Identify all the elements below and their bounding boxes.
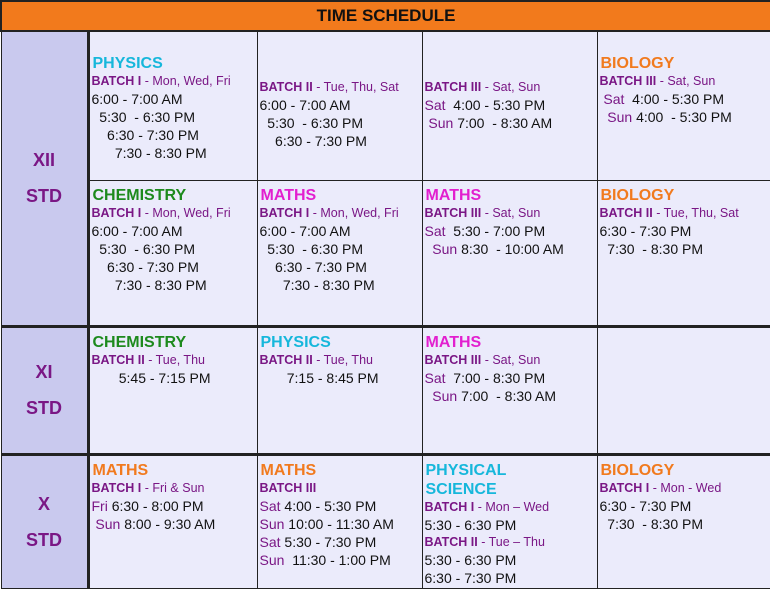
time-day: Sun [260, 516, 285, 532]
std-line: STD [2, 390, 87, 426]
time-day: Sat [600, 91, 625, 107]
schedule-cell [422, 180, 597, 326]
time-day: Sun [425, 115, 454, 131]
batch-name: BATCH I [260, 206, 310, 220]
subject-name: PHYSICS [92, 54, 255, 73]
batch-label [600, 480, 769, 497]
row-xi [1, 326, 770, 454]
time-range: 6:30 - 7:30 PM [260, 259, 367, 275]
time-slot [92, 90, 255, 108]
batch-name: BATCH II [260, 80, 313, 94]
time-range: 6:30 - 7:30 PM [600, 223, 692, 239]
subject-name: BIOLOGY [600, 186, 769, 205]
time-range: 7:00 - 8:30 AM [457, 388, 556, 404]
time-range: 6:30 - 7:30 PM [600, 498, 692, 514]
std-line: XI [2, 354, 87, 390]
time-slot [92, 126, 255, 144]
batch-name: BATCH III [425, 353, 482, 367]
batch-days: - Tue, Thu, Sat [313, 80, 399, 94]
row-xii-b [1, 180, 770, 326]
time-range: 7:30 - 8:30 PM [600, 241, 704, 257]
time-range: 10:00 - 11:30 AM [284, 516, 393, 532]
batch-label [92, 480, 255, 497]
batch-days: - Mon, Wed, Fri [141, 206, 230, 220]
time-range: 4:00 - 5:30 PM [281, 498, 377, 514]
batch-label [425, 499, 595, 516]
time-range: 5:45 - 7:15 PM [92, 370, 211, 386]
schedule-cell [88, 31, 257, 180]
batch-label [260, 79, 420, 96]
std-label-xii [1, 31, 88, 326]
batch-days: - Fri & Sun [141, 481, 204, 495]
time-slot [92, 144, 255, 162]
schedule-cell [597, 454, 770, 588]
subject-name: MATHS [425, 186, 595, 205]
batch-name: BATCH II [425, 535, 478, 549]
cell-content [90, 181, 257, 294]
batch-label [92, 205, 255, 222]
cell-content [258, 32, 422, 150]
time-range: 11:30 - 1:00 PM [284, 552, 390, 568]
time-slot [260, 258, 420, 276]
time-slot [425, 516, 595, 534]
time-range: 5:30 - 6:30 PM [260, 115, 364, 131]
time-slot [600, 240, 769, 258]
time-slot [92, 258, 255, 276]
batch-label [92, 352, 255, 369]
batch-days: - Sat, Sun [481, 80, 540, 94]
batch-name: BATCH II [92, 353, 145, 367]
time-slot [425, 222, 595, 240]
std-line: STD [2, 522, 87, 558]
batch-label [425, 352, 595, 369]
batch-days: - Mon, Wed, Fri [309, 206, 398, 220]
batch-days: - Tue, Thu, Sat [653, 206, 739, 220]
batch-label [260, 352, 420, 369]
time-range: 5:30 - 6:30 PM [92, 109, 196, 125]
time-range: 6:30 - 8:00 PM [108, 498, 204, 514]
cell-content [258, 456, 422, 569]
subject-name: BIOLOGY [600, 54, 769, 73]
schedule-cell [422, 326, 597, 454]
time-day: Sun [92, 516, 121, 532]
cell-content [423, 328, 597, 405]
time-range: 6:00 - 7:00 AM [92, 91, 183, 107]
schedule-cell [422, 31, 597, 180]
cell-content [598, 181, 770, 258]
time-slot [425, 240, 595, 258]
batch-name: BATCH III [425, 80, 482, 94]
time-range: 6:00 - 7:00 AM [260, 97, 351, 113]
schedule-cell [257, 326, 422, 454]
time-range: 7:00 - 8:30 AM [453, 115, 552, 131]
time-slot [92, 108, 255, 126]
time-day: Fri [92, 498, 108, 514]
time-range: 7:30 - 8:30 PM [260, 277, 375, 293]
batch-name: BATCH III [260, 481, 317, 495]
cell-content [423, 181, 597, 258]
time-range: 8:30 - 10:00 AM [457, 241, 564, 257]
batch-name: BATCH I [92, 481, 142, 495]
time-range: 7:30 - 8:30 PM [600, 516, 704, 532]
time-range: 4:00 - 5:30 PM [632, 109, 732, 125]
time-range: 6:30 - 7:30 PM [425, 570, 517, 586]
batch-days: - Sat, Sun [481, 206, 540, 220]
batch-days: - Tue, Thu [313, 353, 373, 367]
time-range: 7:15 - 8:45 PM [260, 370, 379, 386]
time-slot [260, 132, 420, 150]
batch-name: BATCH I [425, 500, 475, 514]
batch-label [425, 205, 595, 222]
time-day: Sun [260, 552, 285, 568]
cell-content [258, 328, 422, 387]
time-slot [92, 240, 255, 258]
std-label-x [1, 454, 88, 588]
batch-days: - Tue, Thu [145, 353, 205, 367]
schedule-title: TIME SCHEDULE [1, 1, 770, 31]
time-slot [92, 515, 255, 533]
std-label-xi [1, 326, 88, 454]
time-slot [92, 276, 255, 294]
cell-content [90, 32, 257, 162]
time-slot [425, 551, 595, 569]
time-range: 6:00 - 7:00 AM [260, 223, 351, 239]
time-slot [260, 369, 420, 387]
subject-name: BIOLOGY [600, 461, 769, 480]
schedule-cell [257, 454, 422, 588]
batch-name: BATCH III [425, 206, 482, 220]
time-slot [260, 114, 420, 132]
row-x [1, 454, 770, 588]
time-range: 5:30 - 7:00 PM [446, 223, 546, 239]
time-day: Sat [260, 534, 281, 550]
batch-label [425, 534, 595, 551]
subject-name: MATHS [260, 461, 420, 480]
row-xii-a [1, 31, 770, 180]
time-slot [600, 497, 769, 515]
schedule-cell [597, 31, 770, 180]
schedule-cell [422, 454, 597, 588]
time-slot [92, 369, 255, 387]
time-day: Sat [425, 223, 446, 239]
schedule-cell [597, 326, 770, 454]
time-range: 5:30 - 6:30 PM [425, 552, 517, 568]
schedule-cell [257, 31, 422, 180]
time-slot [600, 90, 769, 108]
batch-name: BATCH I [92, 74, 142, 88]
time-slot [92, 222, 255, 240]
time-range: 6:30 - 7:30 PM [92, 259, 199, 275]
time-slot [260, 96, 420, 114]
time-range: 6:30 - 7:30 PM [92, 127, 199, 143]
subject-name: CHEMISTRY [92, 186, 255, 205]
cell-content [423, 32, 597, 132]
time-day: Sat [425, 370, 446, 386]
schedule-cell [88, 326, 257, 454]
time-slot [260, 276, 420, 294]
subject-name: MATHS [92, 461, 255, 480]
time-slot [260, 497, 420, 515]
std-line: STD [2, 178, 87, 214]
time-slot [92, 497, 255, 515]
batch-days: - Sat, Sun [481, 353, 540, 367]
time-slot [260, 551, 420, 569]
time-slot [425, 569, 595, 587]
batch-label [600, 205, 769, 222]
subject-name: PHYSICAL SCIENCE [425, 461, 525, 499]
time-slot [260, 533, 420, 551]
time-range: 6:30 - 7:30 PM [260, 133, 367, 149]
subject-name: PHYSICS [260, 333, 420, 352]
std-line: XII [2, 142, 87, 178]
subject-name: MATHS [425, 333, 595, 352]
time-day: Sun [600, 109, 633, 125]
time-range: 7:30 - 8:30 PM [92, 277, 207, 293]
batch-label [425, 79, 595, 96]
batch-label [92, 73, 255, 90]
batch-days: - Sat, Sun [656, 74, 715, 88]
cell-content [258, 181, 422, 294]
time-slot [425, 114, 595, 132]
time-day: Sun [425, 241, 458, 257]
batch-label [600, 73, 769, 90]
time-range: 4:00 - 5:30 PM [446, 97, 546, 113]
time-range: 5:30 - 6:30 PM [92, 241, 196, 257]
time-slot [425, 387, 595, 405]
batch-label [260, 205, 420, 222]
time-slot [260, 222, 420, 240]
time-slot [425, 369, 595, 387]
time-range: 7:30 - 8:30 PM [92, 145, 207, 161]
time-range: 7:00 - 8:30 PM [446, 370, 546, 386]
cell-content [598, 456, 770, 533]
batch-days: - Mon - Wed [649, 481, 721, 495]
time-slot [600, 222, 769, 240]
time-slot [600, 108, 769, 126]
cell-content [90, 456, 257, 533]
cell-content [90, 328, 257, 387]
batch-name: BATCH I [600, 481, 650, 495]
time-range: 8:00 - 9:30 AM [120, 516, 215, 532]
time-slot [600, 515, 769, 533]
batch-days: - Mon, Wed, Fri [141, 74, 230, 88]
batch-days: - Mon – Wed [474, 500, 549, 514]
std-line: X [2, 486, 87, 522]
time-range: 6:00 - 7:00 AM [92, 223, 183, 239]
batch-label [260, 480, 420, 497]
schedule-cell [88, 454, 257, 588]
schedule-cell [257, 180, 422, 326]
time-slot [425, 96, 595, 114]
schedule-cell [597, 180, 770, 326]
time-day: Sat [260, 498, 281, 514]
cell-content [423, 456, 597, 587]
schedule-cell [88, 180, 257, 326]
batch-name: BATCH II [600, 206, 653, 220]
batch-days: - Tue – Thu [478, 535, 545, 549]
time-range: 5:30 - 6:30 PM [425, 517, 517, 533]
subject-name: MATHS [260, 186, 420, 205]
time-range: 4:00 - 5:30 PM [624, 91, 724, 107]
time-slot [260, 240, 420, 258]
time-slot [260, 515, 420, 533]
time-range: 5:30 - 6:30 PM [260, 241, 364, 257]
batch-name: BATCH III [600, 74, 657, 88]
batch-name: BATCH II [260, 353, 313, 367]
time-day: Sun [425, 388, 458, 404]
batch-name: BATCH I [92, 206, 142, 220]
cell-content [598, 328, 770, 375]
time-range: 5:30 - 7:30 PM [281, 534, 377, 550]
time-day: Sat [425, 97, 446, 113]
cell-content [598, 32, 770, 126]
subject-name: CHEMISTRY [92, 333, 255, 352]
